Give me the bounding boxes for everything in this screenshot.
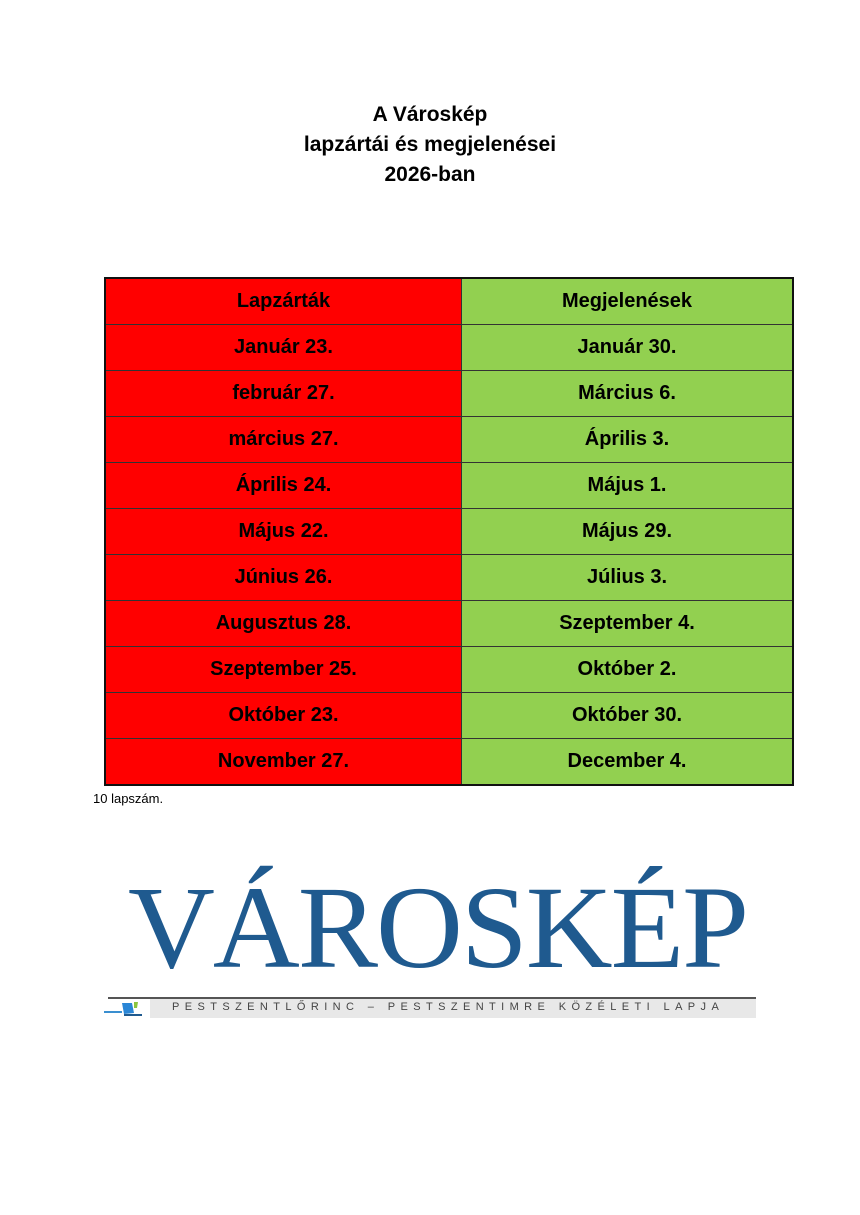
table-row xyxy=(105,647,793,693)
deadline-cell: Június 26. xyxy=(105,555,462,601)
title-line-3: 2026-ban xyxy=(384,163,476,186)
publication-cell: Október 2. xyxy=(462,647,794,693)
table-row xyxy=(105,739,793,786)
publication-cell: Szeptember 4. xyxy=(462,601,794,647)
header-publications: Megjelenések xyxy=(462,278,794,325)
publication-cell: Április 3. xyxy=(462,417,794,463)
title-line-1: A Városkép xyxy=(372,103,488,126)
publication-cell: December 4. xyxy=(462,739,794,786)
deadline-cell: Május 22. xyxy=(105,509,462,555)
varoskep-logo xyxy=(100,862,760,1028)
table-row xyxy=(105,325,793,371)
deadline-cell: Október 23. xyxy=(105,693,462,739)
table-row xyxy=(105,509,793,555)
logo-wordmark: VÁROSKÉP xyxy=(128,862,748,993)
table-row xyxy=(105,417,793,463)
logo-tagline: PESTSZENTLŐRINC – PESTSZENTIMRE KÖZÉLETI LAPJA xyxy=(172,1001,725,1013)
publication-cell: Május 1. xyxy=(462,463,794,509)
publication-cell: Május 29. xyxy=(462,509,794,555)
publication-cell: Július 3. xyxy=(462,555,794,601)
publication-cell: Január 30. xyxy=(462,325,794,371)
schedule-table xyxy=(104,277,794,786)
deadline-cell: február 27. xyxy=(105,371,462,417)
table-row xyxy=(105,463,793,509)
table-row xyxy=(105,601,793,647)
table-header-row xyxy=(105,278,793,325)
deadline-cell: március 27. xyxy=(105,417,462,463)
document-title xyxy=(0,100,860,190)
table-row xyxy=(105,555,793,601)
logo-emblem-icon xyxy=(104,999,148,1018)
publication-cell: Október 30. xyxy=(462,693,794,739)
deadline-cell: Április 24. xyxy=(105,463,462,509)
table-row xyxy=(105,693,793,739)
header-deadlines: Lapzárták xyxy=(105,278,462,325)
table-row xyxy=(105,371,793,417)
issue-count-note: 10 lapszám. xyxy=(93,791,164,806)
publication-cell: Március 6. xyxy=(462,371,794,417)
deadline-cell: Augusztus 28. xyxy=(105,601,462,647)
deadline-cell: Január 23. xyxy=(105,325,462,371)
deadline-cell: November 27. xyxy=(105,739,462,786)
deadline-cell: Szeptember 25. xyxy=(105,647,462,693)
title-line-2: lapzártái és megjelenései xyxy=(303,133,557,156)
